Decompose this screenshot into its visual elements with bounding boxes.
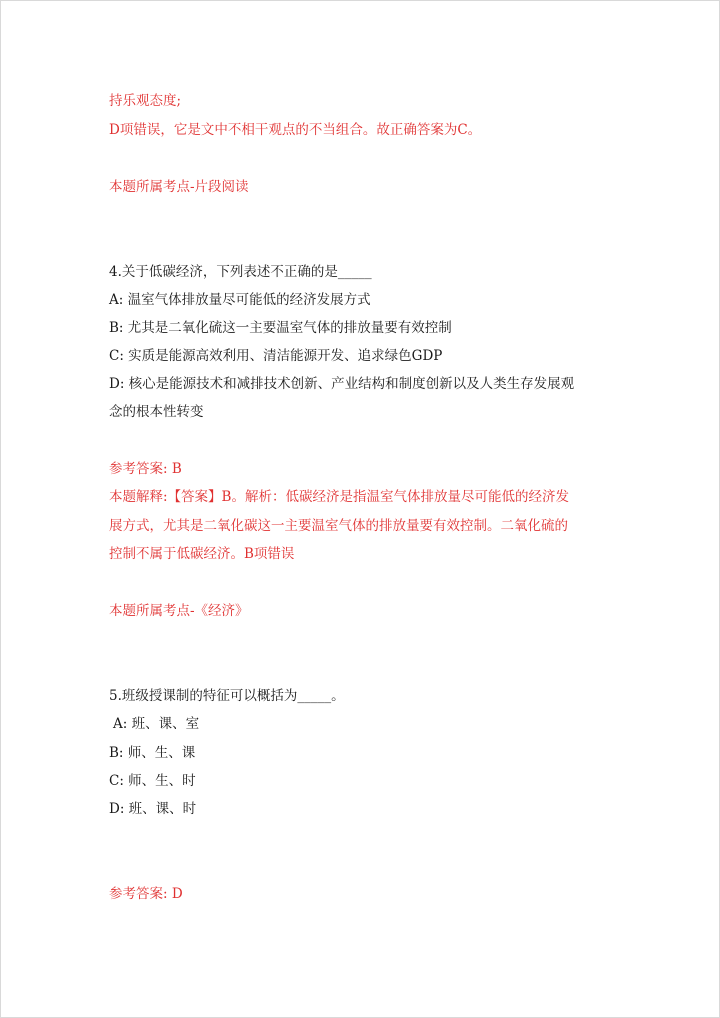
q4-stem: 4.关于低碳经济，下列表述不正确的是_____ [109,264,372,280]
q4-option-a: A: 温室气体排放量尽可能低的经济发展方式 [109,292,371,308]
q4-topic: 本题所属考点-《经济》 [109,603,249,619]
q4-option-c: C: 实质是能源高效利用、清洁能源开发、追求绿色GDP [109,348,443,364]
q4-explain-line-1: 本题解释:【答案】B。解析：低碳经济是指温室气体排放量尽可能低的经济发 [109,489,569,505]
q5-option-b: B: 师、生、课 [109,745,196,761]
q4-option-b: B: 尤其是二氧化硫这一主要温室气体的排放量要有效控制 [109,320,452,336]
prev-analysis-line-2: D项错误，它是文中不相干观点的不当组合。故正确答案为C。 [109,122,482,138]
prev-analysis-line-1: 持乐观态度; [109,93,182,109]
q5-option-a: A: 班、课、室 [113,716,200,732]
q4-option-d-line-1: D: 核心是能源技术和减排技术创新、产业结构和制度创新以及人类生存发展观 [109,376,575,392]
q4-option-d-line-2: 念的根本性转变 [109,404,204,420]
q4-answer: 参考答案: B [109,461,182,477]
q5-option-c: C: 师、生、时 [109,773,196,789]
q4-explain-line-3: 控制不属于低碳经济。B项错误 [109,546,295,562]
q5-stem: 5.班级授课制的特征可以概括为_____。 [109,688,345,704]
q4-explain-line-2: 展方式，尤其是二氧化碳这一主要温室气体的排放量要有效控制。二氧化硫的 [109,518,568,534]
q5-option-d: D: 班、课、时 [109,801,197,817]
prev-topic: 本题所属考点-片段阅读 [109,179,249,195]
q5-answer: 参考答案: D [109,886,183,902]
